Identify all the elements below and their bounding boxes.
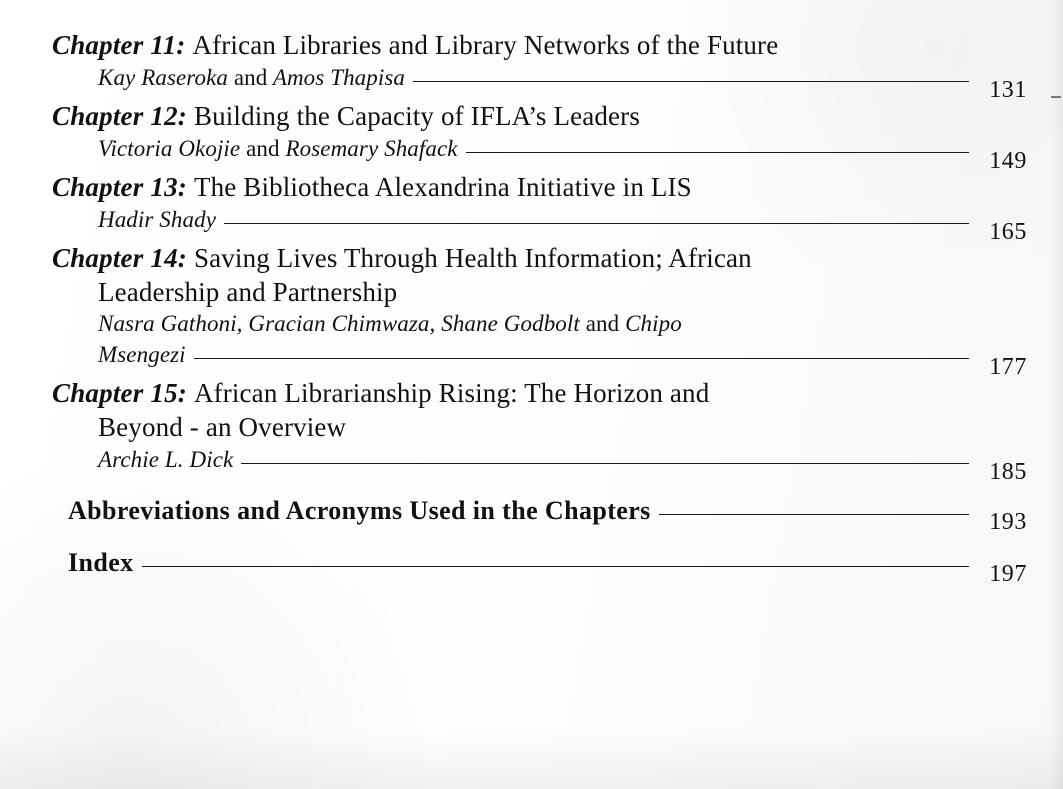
leader-rule <box>466 151 969 153</box>
scan-shadow-right <box>1049 0 1063 789</box>
chapter-label: Chapter 12: <box>52 101 187 132</box>
chapter-title: Building the Capacity of IFLA’s Leaders <box>193 101 640 132</box>
toc-entry <box>52 99 1027 175</box>
backmatter-title: Index <box>68 548 134 577</box>
leader-rule <box>224 222 969 224</box>
toc-authors-row <box>52 447 1027 485</box>
page-number: 193 <box>989 509 1027 535</box>
toc-authors-row <box>52 65 1027 104</box>
chapter-title: Saving Lives Through Health Information; African <box>193 243 752 274</box>
toc-entry <box>52 376 1027 485</box>
leader-rule <box>659 513 969 515</box>
table-of-contents <box>52 28 1027 587</box>
page-number: 149 <box>989 148 1027 175</box>
chapter-authors: Hadir Shady <box>98 207 217 233</box>
leader-rule <box>194 357 969 359</box>
page-number: 177 <box>989 353 1027 380</box>
chapter-label: Chapter 15: <box>52 377 187 408</box>
chapter-authors-line2: Msengezi <box>98 341 186 367</box>
toc-title-line <box>52 28 1027 62</box>
toc-title-line <box>52 170 1027 204</box>
toc-entry <box>52 241 1027 380</box>
chapter-authors: Nasra Gathoni, Gracian Chimwaza, Shane Godbolt and Chipo <box>98 311 682 337</box>
toc-title-line <box>52 241 1027 275</box>
chapter-title-continuation: Leadership and Partnership <box>98 277 398 308</box>
toc-authors-row <box>52 136 1027 175</box>
chapter-authors: Victoria Okojie and Rosemary Shafack <box>98 136 458 162</box>
chapter-label: Chapter 11: <box>52 30 186 60</box>
toc-entry <box>52 170 1027 246</box>
scan-shadow-bottom <box>0 729 1063 789</box>
toc-title-line <box>52 376 1027 410</box>
leader-rule <box>241 462 969 464</box>
toc-authors-row <box>52 341 1027 380</box>
page-number: 131 <box>989 77 1027 104</box>
toc-authors-row <box>52 207 1027 246</box>
page-number: 197 <box>989 561 1027 587</box>
chapter-label: Chapter 14: <box>52 243 187 274</box>
chapter-title: The Bibliotheca Alexandrina Initiative in LIS <box>193 172 692 203</box>
chapter-authors: Archie L. Dick <box>98 447 234 472</box>
toc-entry <box>52 28 1027 104</box>
toc-backmatter-entry <box>52 548 1027 587</box>
page-number: 185 <box>989 459 1027 485</box>
scan-edge-mark <box>1051 96 1061 98</box>
chapter-title: African Libraries and Library Networks of the Future <box>192 30 779 60</box>
chapter-title: African Librarianship Rising: The Horizon and <box>193 377 710 408</box>
chapter-title-continuation: Beyond - an Overview <box>98 411 347 442</box>
page-number: 165 <box>989 219 1027 246</box>
toc-title-line <box>52 99 1027 133</box>
chapter-authors: Kay Raseroka and Amos Thapisa <box>98 65 406 91</box>
leader-rule <box>413 80 969 82</box>
chapter-label: Chapter 13: <box>52 172 187 203</box>
toc-backmatter-entry <box>52 496 1027 535</box>
backmatter-title: Abbreviations and Acronyms Used in the Chapters <box>68 496 651 525</box>
leader-rule <box>142 565 969 567</box>
